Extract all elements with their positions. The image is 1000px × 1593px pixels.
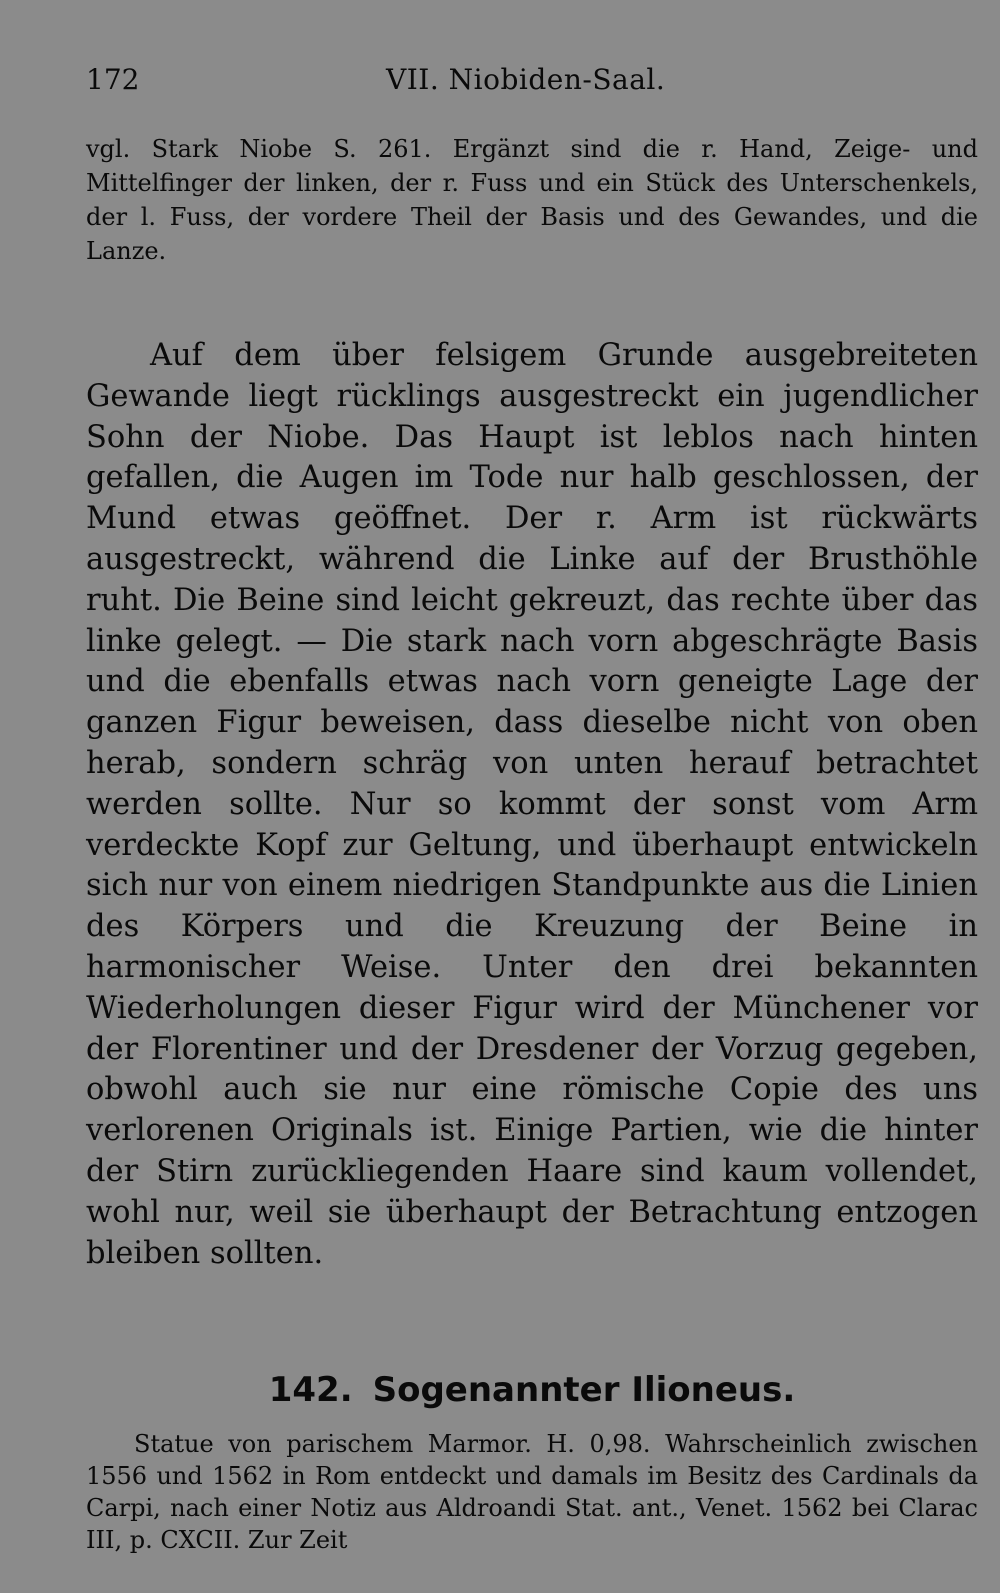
section-heading [86,1368,978,1412]
section-title: Sogenannter Ilioneus. [372,1370,796,1410]
running-head [86,60,978,100]
book-page [86,60,978,1580]
main-paragraph: Auf dem über felsigem Grunde ausgebreiteten Gewande liegt rücklings ausgestreckt ein jugendlicher Sohn der Niobe. Das Haupt ist leblos nach hinten gefallen, die Augen im Tode nur halb geschlossen, der Mund etwas geöffnet. Der r. Arm ist rückwärts ausgestreckt, während die Linke auf der Brusthöhle ruht. Die Beine sind leicht gekreuzt, das rechte über das linke gelegt. — Die stark nach vorn abgeschrägte Basis und die ebenfalls etwas nach vorn geneigte Lage der ganzen Figur beweisen, dass dieselbe nicht von oben herab, sondern schräg von unten herauf betrachtet werden sollte. Nur so kommt der sonst vom Arm verdeckte Kopf zur Geltung, und überhaupt entwickeln sich nur von einem niedrigen Standpunkte aus die Linien des Körpers und die Kreuzung der Beine in harmonischer Weise. Unter den drei bekannten Wiederholungen dieser Figur wird der Münchener vor der Florentiner und der Dresdener der Vorzug gegeben, obwohl auch sie nur eine römische Copie des uns verlorenen Originals ist. Einige Partien, wie die hinter der Stirn zurückliegenden Haare sind kaum vollendet, wohl nur, weil sie überhaupt der Betrachtung entzogen bleiben sollten. [86,338,978,1271]
section-description: Statue von parischem Marmor. H. 0,98. Wahrscheinlich zwischen 1556 und 1562 in Rom entdeckt und damals im Besitz des Cardinals da Carpi, nach einer Notiz aus Aldroandi Stat. ant., Venet. 1562 bei Clarac III, p. CXCII. Zur Zeit [86,1430,978,1554]
page-number: 172 [86,63,140,96]
running-title: VII. Niobiden-Saal. [386,63,666,96]
section-number: 142. [268,1370,353,1410]
footnote-continuation: vgl. Stark Niobe S. 261. Ergänzt sind die r. Hand, Zeige- und Mittelfinger der linken, der r. Fuss und ein Stück des Unterschenkels, der l. Fuss, der vordere Theil der Basis und des Gewandes, und die Lanze. [86,135,978,265]
